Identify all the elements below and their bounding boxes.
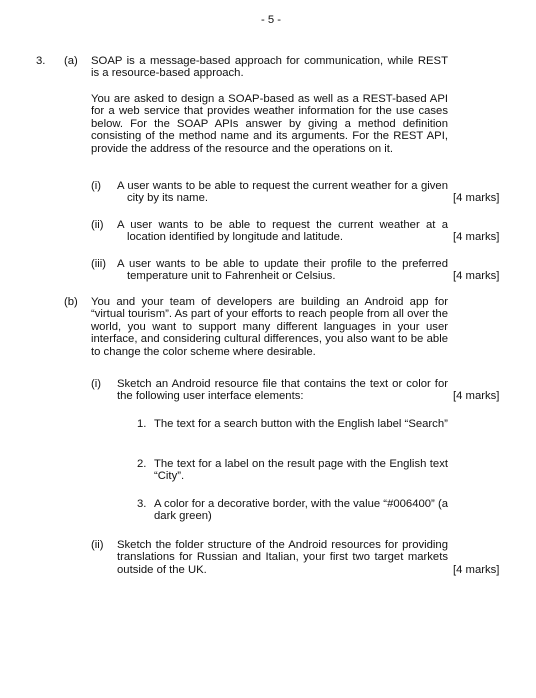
- part-a-i-body: A user wants to be able to request the current weather for a given city by its name.: [117, 180, 448, 205]
- part-a-iii-text: [117, 258, 448, 283]
- list-item-1-text: The text for a search button with the English label “Search”: [154, 418, 448, 430]
- page-number: - 5 -: [260, 14, 282, 26]
- question-number: 3.: [36, 55, 46, 67]
- part-b-i-text: Sketch an Android resource file that contains the text or color for the following user interface elements:: [117, 378, 448, 403]
- part-b-ii-marks: [4 marks]: [453, 564, 500, 576]
- part-b-i-label: (i): [91, 378, 102, 390]
- list-item-3-text: A color for a decorative border, with the value “#006400” (a dark green): [154, 498, 448, 523]
- part-a-ii-body: A user wants to be able to request the current weather at a location identified by longitude and latitude.: [117, 219, 448, 244]
- list-item-1-number: 1.: [137, 418, 147, 430]
- list-item-2-number: 2.: [137, 458, 147, 470]
- part-a-ii-marks: [4 marks]: [453, 231, 500, 243]
- part-b-ii-text: Sketch the folder structure of the Android resources for providing translations for Russian and Italian, your first two target markets outside of the UK.: [117, 539, 448, 576]
- list-item-3-number: 3.: [137, 498, 147, 510]
- part-b-ii-label: (ii): [91, 539, 104, 551]
- part-a-ii-label: (ii): [91, 219, 104, 231]
- list-item-2-text: The text for a label on the result page with the English text “City”.: [154, 458, 448, 483]
- part-a-i-label: (i): [91, 180, 102, 192]
- part-b-i-marks: [4 marks]: [453, 390, 500, 402]
- part-a-intro: SOAP is a message-based approach for communication, while REST is a resource-based approach.: [91, 55, 448, 80]
- part-a-task: You are asked to design a SOAP-based as well as a REST-based API for a web service that provides weather information for the use cases below. For the SOAP APIs answer by giving a method definition consisting of the method name and its arguments. For the REST API, provide the address of the resource and the operations on it.: [91, 93, 448, 155]
- part-a-iii-marks: [4 marks]: [453, 270, 500, 282]
- part-a-iii-label: (iii): [91, 258, 107, 270]
- part-a-iii-body: A user wants to be able to update their profile to the preferred temperature unit to Fahrenheit or Celsius.: [117, 258, 448, 283]
- part-a-i-text: [107, 180, 448, 205]
- part-a-ii-text: [117, 219, 448, 244]
- part-a-label: (a): [64, 55, 78, 67]
- part-b-label: (b): [64, 296, 78, 308]
- part-a-i-marks: [4 marks]: [453, 192, 500, 204]
- part-b-intro: You and your team of developers are building an Android app for “virtual tourism”. As part of your efforts to reach people from all over the world, you want to support many different languages in your user interface, and considering cultural differences, you also want to be able to change the color scheme where desirable.: [91, 296, 448, 358]
